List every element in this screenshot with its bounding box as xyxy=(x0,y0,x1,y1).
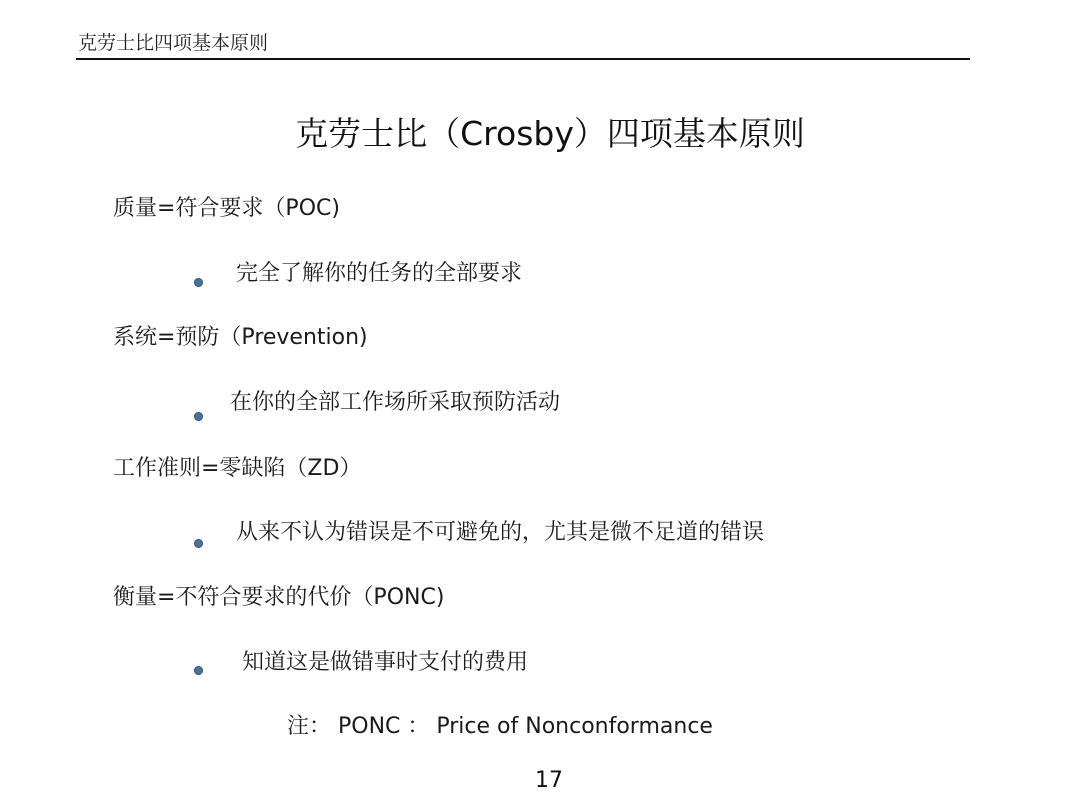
header-title: 克劳士比四项基本原则 xyxy=(78,32,269,54)
principle-heading-quality: 质量=符合要求（POC) xyxy=(113,196,340,221)
header-divider xyxy=(76,58,970,60)
principle-heading-standard: 工作准则=零缺陷（ZD） xyxy=(113,456,362,481)
principle-detail-standard: 从来不认为错误是不可避免的，尤其是微不足道的错误 xyxy=(236,520,765,545)
ponc-note: 注： PONC ： Price of Nonconformance xyxy=(287,714,713,739)
principle-heading-measurement: 衡量=不符合要求的代价（PONC) xyxy=(113,585,445,610)
bullet-icon xyxy=(194,412,203,421)
principle-heading-system: 系统=预防（Prevention) xyxy=(113,325,368,350)
bullet-icon xyxy=(194,539,203,548)
principle-detail-system: 在你的全部工作场所采取预防活动 xyxy=(230,390,561,415)
principle-detail-measurement: 知道这是做错事时支付的费用 xyxy=(242,650,529,675)
slide-title: 克劳士比（Crosby）四项基本原则 xyxy=(295,114,805,153)
bullet-icon xyxy=(194,666,203,675)
page-number: 17 xyxy=(535,768,563,793)
principle-detail-quality: 完全了解你的任务的全部要求 xyxy=(236,261,523,286)
bullet-icon xyxy=(194,278,203,287)
